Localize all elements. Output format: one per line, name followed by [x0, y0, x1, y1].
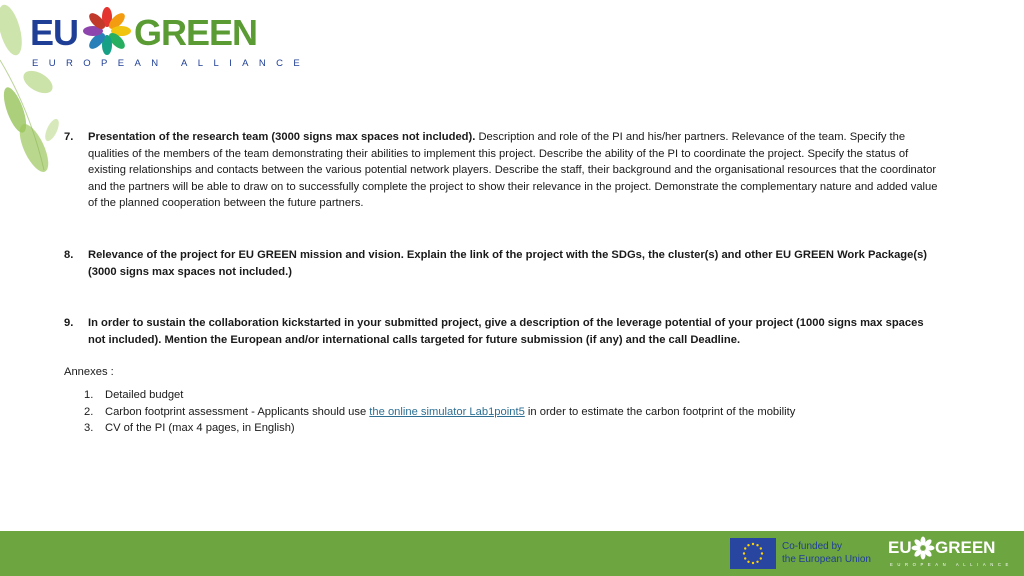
annex-text: Detailed budget: [105, 388, 184, 401]
annex-text: CV of the PI (max 4 pages, in English): [105, 422, 295, 435]
annex-number: 3.: [84, 422, 94, 435]
logo-green-text: GREEN: [134, 12, 258, 53]
item-number: 7.: [64, 131, 74, 143]
footer-logo-green: GREEN: [935, 538, 996, 557]
annex-item: [84, 420, 944, 437]
cofunded-line1: Co-funded by: [782, 541, 843, 552]
item-bold-text: Relevance of the project for EU GREEN mission and vision. Explain the link of the project with the SDGs, the cluster(s) and other EU GREEN Work Package(s) (3000 signs max spaces not included.): [88, 248, 928, 278]
footer-logo-subtitle: EUROPEAN ALLIANCE: [890, 562, 1013, 567]
annex-text-after: in order to estimate the carbon footprint of the mobility: [524, 405, 796, 418]
list-item-8: [64, 247, 944, 280]
item-bold-text: In order to sustain the collaboration kickstarted in your submitted project, give a description of the leverage potential of your project (1000 signs max spaces not included). Mention the European and/or international calls targeted for future submission (if any) and the call Deadline.: [88, 317, 924, 346]
cofunded-line2: the European Union: [782, 553, 871, 565]
annexes-title: Annexes :: [64, 366, 114, 379]
item-text: Description and role of the PI and his/her partners. Relevance of the team. Specify the qualities of the members of the team demonstrating their abilities to implement this project. Describe the ability of the PI to coordinate the project. Specify the status of existing relationships and contacts between the various potential network players. Describe the staff, their background and the organisational resources that the coordinator and the partners will be able to draw on to successfully complete the project to show their relevance in the project. Demonstrate the complementary nature and added value of the planned cooperation between the future partners.: [88, 131, 938, 210]
item-bold-text: Presentation of the research team (3000 signs max spaces not included).: [88, 131, 476, 143]
footer-logo-eu: EU: [888, 538, 912, 557]
annex-item: [84, 387, 944, 404]
document-content: [64, 129, 944, 437]
annex-item: [84, 404, 944, 421]
list-item-7: [64, 129, 944, 212]
logo-subtitle: EUROPEAN ALLIANCE: [32, 58, 311, 69]
cofunded-text: [782, 541, 871, 566]
item-number: 8.: [64, 248, 74, 261]
simulator-link[interactable]: the online simulator Lab1point5: [369, 405, 525, 418]
item-body: [88, 129, 944, 212]
flower-icon: [82, 6, 132, 56]
logo-eu-text: EU: [30, 12, 79, 53]
annex-number: 2.: [84, 405, 94, 418]
eu-flag-icon: [730, 538, 776, 569]
annex-text-before: Carbon footprint assessment - Applicants should use: [105, 405, 370, 418]
eu-green-logo: [30, 6, 311, 72]
annexes-list: [64, 387, 944, 437]
list-item-9: [64, 315, 944, 348]
annex-number: 1.: [84, 388, 94, 401]
footer-flower-icon: [911, 536, 935, 560]
annex-text: [105, 404, 795, 421]
item-number: 9.: [64, 317, 74, 330]
